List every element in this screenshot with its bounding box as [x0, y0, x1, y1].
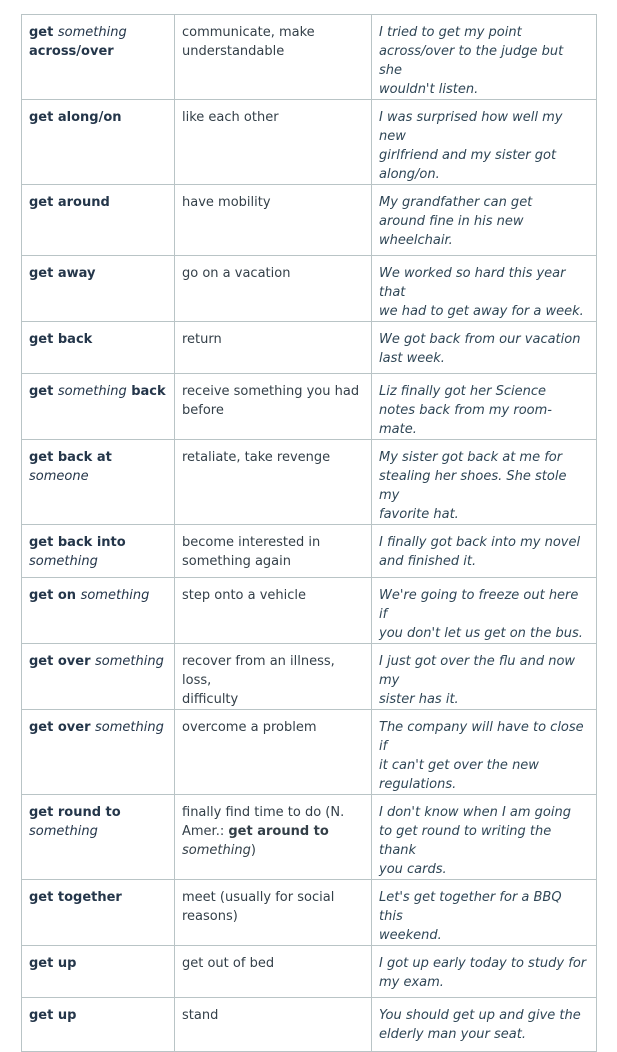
example-cell-text: Let's get together for a BBQ this: [379, 890, 562, 924]
table-row: [22, 795, 597, 880]
example-cell: [372, 440, 597, 525]
example-cell-text: I got up early today to study for: [379, 956, 587, 971]
phrase-cell: [22, 100, 175, 185]
phrase-cell-text: get back: [29, 332, 93, 347]
table-row: [22, 525, 597, 578]
phrase-cell: [22, 644, 175, 710]
example-cell-text: You should get up and give the: [379, 1008, 581, 1023]
example-cell-text: weekend.: [379, 928, 442, 943]
phrase-cell: [22, 998, 175, 1052]
phrase-cell-text: get together: [29, 890, 122, 905]
table-row: [22, 998, 597, 1052]
table-row: [22, 256, 597, 322]
meaning-cell: [175, 322, 372, 374]
example-cell-text: wouldn't listen.: [379, 82, 479, 97]
meaning-cell-text: overcome a problem: [182, 720, 317, 735]
meaning-cell: [175, 440, 372, 525]
meaning-cell: [175, 15, 372, 100]
example-cell: [372, 15, 597, 100]
example-cell: [372, 525, 597, 578]
example-cell-text: stealing her shoes. She stole my: [379, 469, 567, 503]
example-cell-text: last week.: [379, 351, 445, 366]
meaning-cell: [175, 525, 372, 578]
phrase-cell-text: get: [29, 25, 58, 40]
table-row: [22, 710, 597, 795]
phrase-cell: [22, 946, 175, 998]
meaning-cell: [175, 100, 372, 185]
meaning-cell: [175, 374, 372, 440]
meaning-cell-text: Amer.:: [182, 824, 229, 839]
table-row: [22, 185, 597, 256]
example-cell-text: you cards.: [379, 862, 447, 877]
phrase-cell: [22, 880, 175, 946]
example-cell-text: notes back from my room-mate.: [379, 403, 552, 437]
example-cell-text: girlfriend and my sister got: [379, 148, 557, 163]
meaning-cell: [175, 795, 372, 880]
example-cell-text: it can't get over the new: [379, 758, 539, 773]
phrase-cell: [22, 710, 175, 795]
example-cell: [372, 256, 597, 322]
example-cell-text: Liz finally got her Science: [379, 384, 547, 399]
meaning-cell-text: stand: [182, 1008, 219, 1023]
example-cell-text: regulations.: [379, 777, 457, 792]
example-cell-text: around fine in his new: [379, 214, 524, 229]
example-cell: [372, 185, 597, 256]
meaning-cell-text: something again: [182, 554, 291, 569]
phrase-cell-text: get back into: [29, 535, 126, 550]
table-row: [22, 946, 597, 998]
meaning-cell-text: meet (usually for social: [182, 890, 335, 905]
phrase-cell: [22, 185, 175, 256]
phrase-cell: [22, 578, 175, 644]
phrase-cell-text: get round to: [29, 805, 121, 820]
example-cell: [372, 374, 597, 440]
example-cell: [372, 998, 597, 1052]
example-cell-text: I was surprised how well my new: [379, 110, 563, 144]
example-cell-text: favorite hat.: [379, 507, 459, 522]
example-cell-text: along/on.: [379, 167, 440, 182]
table-row: [22, 578, 597, 644]
phrase-cell-text: get away: [29, 266, 96, 281]
phrase-cell-text: get on: [29, 588, 81, 603]
phrase-cell-text: something: [95, 654, 164, 669]
meaning-cell-text: get around to: [228, 824, 329, 839]
meaning-cell: [175, 644, 372, 710]
example-cell: [372, 578, 597, 644]
example-cell-text: We're going to freeze out here if: [379, 588, 579, 622]
phrase-cell-text: something: [95, 720, 164, 735]
example-cell-text: wheelchair.: [379, 233, 453, 248]
phrase-cell: [22, 374, 175, 440]
phrase-cell: [22, 15, 175, 100]
phrase-cell-text: get around: [29, 195, 110, 210]
meaning-cell-text: become interested in: [182, 535, 321, 550]
example-cell-text: I just got over the flu and now my: [379, 654, 576, 688]
meaning-cell: [175, 578, 372, 644]
example-cell-text: and finished it.: [379, 554, 477, 569]
example-cell-text: My sister got back at me for: [379, 450, 563, 465]
phrase-cell-text: something: [57, 384, 127, 399]
meaning-cell-text: step onto a vehicle: [182, 588, 307, 603]
meaning-cell-text: difficulty: [182, 692, 239, 707]
phrase-cell-text: get up: [29, 956, 77, 971]
meaning-cell: [175, 946, 372, 998]
phrase-cell-text: get along/on: [29, 110, 122, 125]
example-cell-text: elderly man your seat.: [379, 1027, 526, 1042]
meaning-cell: [175, 998, 372, 1052]
meaning-cell: [175, 880, 372, 946]
meaning-cell-text: communicate, make: [182, 25, 315, 40]
example-cell-text: We got back from our vacation: [379, 332, 581, 347]
phrase-cell-text: get: [29, 384, 58, 399]
table-row: [22, 644, 597, 710]
example-cell-text: My grandfather can get: [379, 195, 533, 210]
example-cell-text: I finally got back into my novel: [379, 535, 581, 550]
table-row: [22, 440, 597, 525]
meaning-cell-text: before: [182, 403, 224, 418]
example-cell-text: to get round to writing the thank: [379, 824, 552, 858]
example-cell: [372, 795, 597, 880]
meaning-cell-text: understandable: [182, 44, 285, 59]
phrase-cell-text: get up: [29, 1008, 77, 1023]
example-cell-text: sister has it.: [379, 692, 459, 707]
phrasal-verbs-table: [21, 14, 597, 1052]
example-cell: [372, 100, 597, 185]
table-row: [22, 374, 597, 440]
example-cell: [372, 946, 597, 998]
meaning-cell-text: retaliate, take revenge: [182, 450, 331, 465]
meaning-cell: [175, 710, 372, 795]
meaning-cell-text: return: [182, 332, 222, 347]
example-cell-text: The company will have to close if: [379, 720, 584, 754]
table-row: [22, 100, 597, 185]
meaning-cell-text: go on a vacation: [182, 266, 291, 281]
table-row: [22, 880, 597, 946]
phrase-cell-text: something: [57, 25, 127, 40]
phrase-cell: [22, 440, 175, 525]
phrase-cell: [22, 795, 175, 880]
phrase-cell-text: get back at: [29, 450, 112, 465]
phrase-cell-text: something: [80, 588, 150, 603]
example-cell: [372, 322, 597, 374]
meaning-cell-text: reasons): [182, 909, 238, 924]
phrase-cell-text: something: [29, 824, 98, 839]
example-cell: [372, 710, 597, 795]
example-cell: [372, 644, 597, 710]
meaning-cell: [175, 256, 372, 322]
example-cell-text: my exam.: [379, 975, 444, 990]
phrase-cell: [22, 256, 175, 322]
phrase-cell: [22, 322, 175, 374]
meaning-cell-text: recover from an illness, loss,: [182, 654, 335, 688]
example-cell-text: I don't know when I am going: [379, 805, 571, 820]
example-cell-text: across/over to the judge but she: [379, 44, 564, 78]
meaning-cell: [175, 185, 372, 256]
phrase-cell-text: across/over: [29, 44, 114, 59]
table-row: [22, 322, 597, 374]
meaning-cell-text: receive something you had: [182, 384, 360, 399]
table-row: [22, 15, 597, 100]
meaning-cell-text: something: [182, 843, 251, 858]
example-cell-text: We worked so hard this year that: [379, 266, 566, 300]
example-cell-text: we had to get away for a week.: [379, 304, 584, 319]
phrase-cell-text: something: [29, 554, 98, 569]
phrase-cell-text: get over: [29, 720, 96, 735]
meaning-cell-text: like each other: [182, 110, 279, 125]
table-body: [22, 15, 597, 1052]
meaning-cell-text: ): [250, 843, 256, 858]
meaning-cell-text: have mobility: [182, 195, 271, 210]
phrase-cell-text: get over: [29, 654, 96, 669]
phrase-cell: [22, 525, 175, 578]
meaning-cell-text: get out of bed: [182, 956, 275, 971]
meaning-cell-text: finally find time to do (N.: [182, 805, 345, 820]
phrase-cell-text: someone: [29, 469, 89, 484]
example-cell-text: I tried to get my point: [379, 25, 522, 40]
phrase-cell-text: back: [126, 384, 166, 399]
example-cell-text: you don't let us get on the bus.: [379, 626, 583, 641]
example-cell: [372, 880, 597, 946]
